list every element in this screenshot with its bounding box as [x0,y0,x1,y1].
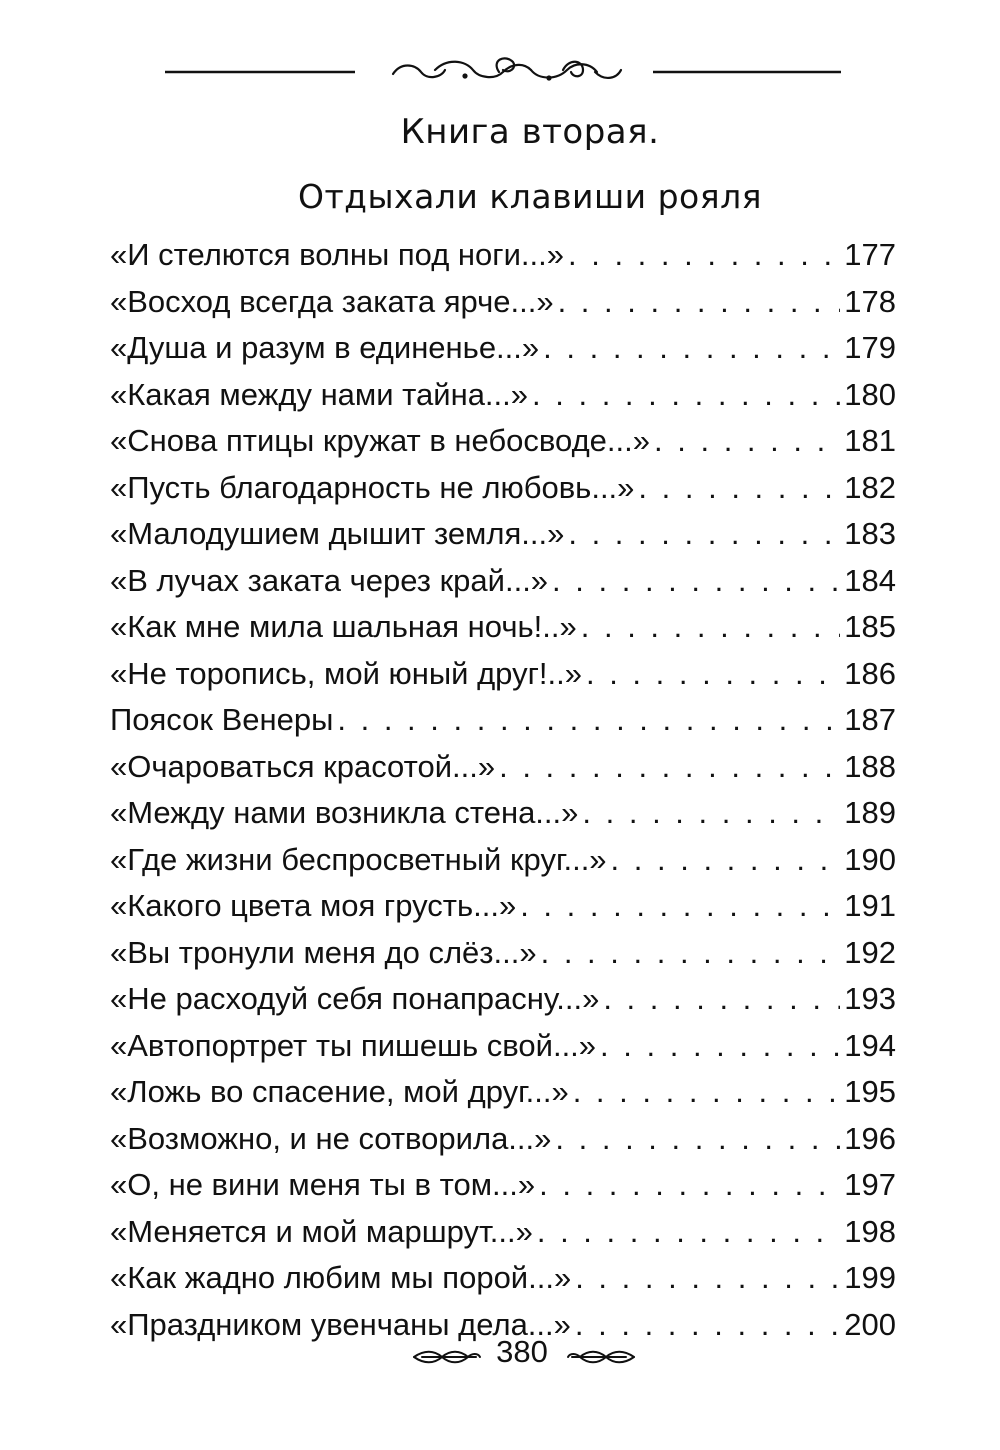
toc-dot-leader [537,1214,840,1250]
toc-dot-leader [611,842,841,878]
toc-dot-leader [586,656,840,692]
toc-entry-page: 184 [844,562,896,598]
toc-row [110,1167,896,1214]
top-ornament [165,48,841,92]
toc-row [110,1074,896,1121]
toc-row [110,1214,896,1261]
toc-dot-leader [582,795,840,831]
toc-entry-title: «Очароваться красотой...» [110,748,496,784]
toc-entry-page: 197 [844,1167,896,1202]
toc-dot-leader [499,749,840,785]
toc-row [110,702,896,749]
toc-entry-page: 195 [844,1074,896,1109]
toc-dot-leader [337,702,840,738]
toc-dot-leader [654,423,840,459]
toc-entry-page: 193 [844,981,896,1016]
toc-entry-page: 189 [844,795,896,830]
toc-dot-leader [575,1260,840,1296]
toc-entry-page: 182 [844,469,896,505]
toc-entry-title: «Не расходуй себя понапрасну...» [110,981,600,1016]
toc-entry-title: «Между нами возникла стена...» [110,795,579,830]
toc-row [110,1260,896,1307]
toc-entry-title: «И стелются волны под ноги...» [110,237,564,272]
toc-row [110,284,896,331]
toc-entry-title: «Душа и разум в единенье...» [110,330,540,365]
table-of-contents [110,237,896,1353]
toc-row [110,609,896,656]
page-number: 380 [496,1334,548,1369]
toc-dot-leader [568,516,840,552]
toc-entry-page: 191 [844,888,896,923]
book-title: Книга вторая. [400,112,660,152]
toc-entry-page: 177 [844,237,896,272]
toc-entry-page: 179 [844,330,896,365]
toc-row [110,377,896,424]
toc-entry-page: 181 [844,423,896,458]
toc-row [110,749,896,796]
toc-entry-page: 194 [844,1027,896,1063]
toc-dot-leader [543,330,840,366]
toc-entry-page: 183 [844,516,896,551]
toc-row [110,237,896,284]
toc-entry-page: 199 [844,1260,896,1295]
toc-entry-title: «Снова птицы кружат в небосводе...» [110,423,651,458]
toc-row [110,795,896,842]
toc-dot-leader [541,935,841,971]
toc-entry-title: «Малодушием дышит земля...» [110,516,565,551]
toc-entry-title: «Возможно, и не сотворила...» [110,1120,552,1156]
toc-entry-page: 196 [844,1120,896,1156]
toc-entry-page: 180 [844,376,896,412]
toc-entry-page: 198 [844,1213,896,1249]
toc-row [110,470,896,517]
toc-dot-leader [600,1028,840,1064]
toc-entry-title: «Какого цвета моя грусть...» [110,888,517,923]
toc-row [110,563,896,610]
toc-entry-title: «Как мне мила шальная ночь!..» [110,609,577,644]
toc-entry-page: 186 [844,655,896,691]
toc-dot-leader [558,284,841,320]
toc-entry-title: «Не торопись, мой юный друг!..» [110,655,582,691]
toc-entry-title: «Ложь во спасение, мой друг...» [110,1074,569,1109]
toc-entry-title: «Как жадно любим мы порой...» [110,1260,572,1295]
footer-flourish-right-icon [566,1348,636,1366]
toc-row [110,656,896,703]
toc-entry-title: «Вы тронули меня до слёз...» [110,934,537,970]
toc-row [110,1121,896,1168]
toc-entry-title: «Какая между нами тайна...» [110,376,529,412]
toc-row [110,516,896,563]
toc-row [110,423,896,470]
toc-entry-page: 178 [844,283,896,319]
toc-entry-page: 190 [844,841,896,877]
toc-dot-leader [573,1074,841,1110]
toc-entry-page: 200 [844,1306,896,1342]
toc-entry-title: «Где жизни беспросветный круг...» [110,841,607,877]
toc-row [110,888,896,935]
toc-entry-page: 192 [844,934,896,970]
toc-dot-leader [555,1121,840,1157]
toc-row [110,1028,896,1075]
toc-entry-title: «О, не вини меня ты в том...» [110,1167,536,1202]
toc-dot-leader [581,609,841,645]
toc-entry-title: «Автопортрет ты пишешь свой...» [110,1027,597,1063]
flourish-icon [393,58,621,80]
toc-row [110,935,896,982]
toc-entry-title: «Меняется и мой маршрут...» [110,1213,533,1249]
toc-row [110,981,896,1028]
toc-dot-leader [539,1167,840,1203]
toc-dot-leader [552,563,840,599]
toc-entry-title: Поясок Венеры [110,702,334,737]
toc-entry-title: «Восход всегда заката ярче...» [110,283,554,319]
toc-dot-leader [532,377,840,413]
page-footer [0,1320,1000,1380]
toc-row [110,842,896,889]
toc-entry-page: 185 [844,609,896,644]
toc-row [110,330,896,377]
toc-dot-leader [638,470,840,506]
toc-dot-leader [520,888,840,924]
toc-entry-title: «В лучах заката через край...» [110,562,549,598]
toc-entry-title: «Праздником увенчаны дела...» [110,1306,571,1342]
toc-dot-leader [568,237,840,273]
toc-dot-leader [603,981,840,1017]
toc-entry-page: 187 [844,702,896,737]
toc-entry-page: 188 [844,748,896,784]
toc-entry-title: «Пусть благодарность не любовь...» [110,469,635,505]
section-title: Отдыхали клавиши рояля [297,177,763,216]
